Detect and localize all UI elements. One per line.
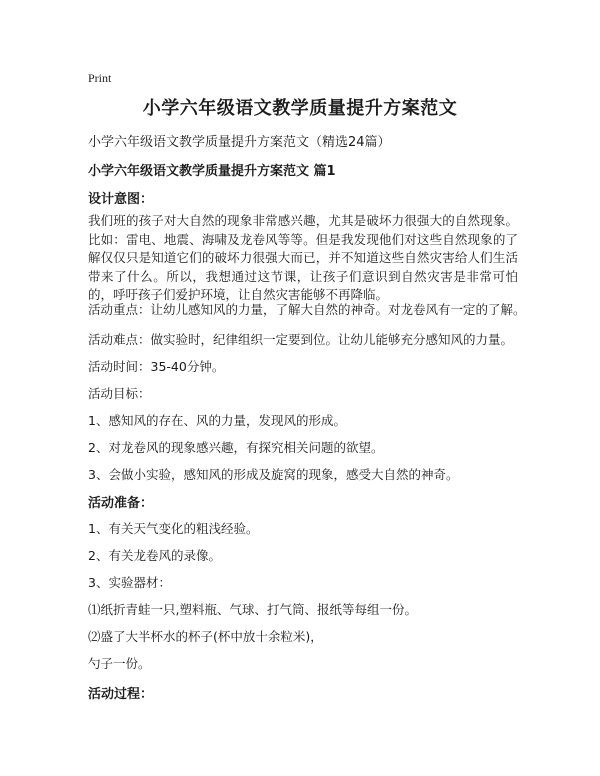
section-title: 小学六年级语文教学质量提升方案范文 篇1 bbox=[88, 164, 336, 179]
key-point-line: 活动重点：让幼儿感知风的力量，了解大自然的神奇。对龙卷风有一定的了解。 bbox=[88, 302, 526, 317]
goals-heading: 活动目标： bbox=[88, 386, 151, 401]
difficulty-line: 活动难点：做实验时，纪律组织一定要到位。让幼儿能够充分感知风的力量。 bbox=[88, 332, 514, 347]
design-heading: 设计意图： bbox=[88, 192, 154, 207]
duration-line: 活动时间：35-40分钟。 bbox=[88, 359, 225, 374]
design-paragraph: 我们班的孩子对大自然的现象非常感兴趣，尤其是破坏力很强大的自然现象。比如：雷电、地震、海啸及龙卷风等等。但是我发现他们对这些自然现象的了解仅仅只是知道它们的破坏力很强大而已，并不知道这些自然灾害给人们生活带来了什么。所以，我想通过这节课，让孩子们意识到自然灾害是非常可怕的，呼吁孩子们爱护环境，让自然灾害能够不再降临。 bbox=[88, 213, 518, 302]
prep-item: ⑵盛了大半杯水的杯子(杯中放十余粒米)， bbox=[88, 629, 323, 644]
prep-item: 勺子一份。 bbox=[88, 656, 151, 671]
prep-item: ⑴纸折青蛙一只,塑料瓶、气球、打气筒、报纸等每组一份。 bbox=[88, 602, 417, 617]
prep-item: 3、实验器材： bbox=[88, 575, 171, 590]
prep-item: 1、有关天气变化的粗浅经验。 bbox=[88, 521, 259, 536]
process-heading: 活动过程： bbox=[88, 687, 154, 702]
goal-item: 1、感知风的存在、风的力量，发现风的形成。 bbox=[88, 413, 346, 428]
prep-heading: 活动准备： bbox=[88, 496, 154, 511]
subtitle: 小学六年级语文教学质量提升方案范文（精选24篇） bbox=[88, 135, 391, 150]
print-label: Print bbox=[88, 71, 112, 85]
goal-item: 3、会做小实验，感知风的形成及旋窝的现象，感受大自然的神奇。 bbox=[88, 467, 459, 482]
goal-item: 2、对龙卷风的现象感兴趣，有探究相关问题的欲望。 bbox=[88, 440, 384, 455]
page-title: 小学六年级语文教学质量提升方案范文 bbox=[142, 98, 458, 119]
prep-item: 2、有关龙卷风的录像。 bbox=[88, 548, 221, 563]
